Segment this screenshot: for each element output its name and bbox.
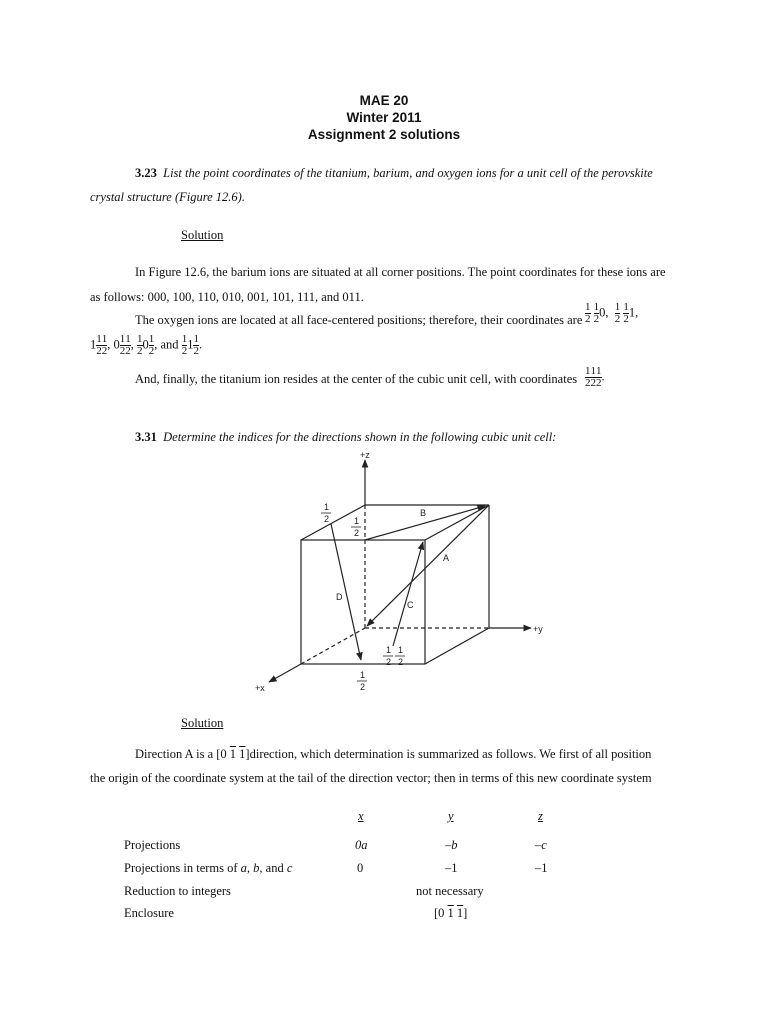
row-0-z: –c <box>535 838 547 852</box>
vector-c <box>393 542 423 646</box>
problem-3-23-question <box>135 166 653 181</box>
column-header-x: x <box>358 809 364 823</box>
half-label-den: 2 <box>386 657 392 667</box>
problem-3-31-question <box>135 430 556 445</box>
row-0-x: 0a <box>355 838 368 852</box>
row-1-z: –1 <box>535 861 548 875</box>
label-d: D <box>336 592 343 602</box>
solution-heading: Solution <box>181 228 224 242</box>
row-label-enclosure: Enclosure <box>124 906 174 920</box>
problem-number: 3.23 <box>135 166 157 180</box>
half-label-num: 1 <box>324 502 330 512</box>
plus-x-label: +x <box>255 683 265 693</box>
solution-heading-2: Solution <box>181 716 224 730</box>
row-0-y: –b <box>445 838 458 852</box>
row-1-x: 0 <box>357 861 364 875</box>
direction-index: [0 1 1] <box>216 747 250 761</box>
row-label-reduction: Reduction to integers <box>124 884 231 898</box>
question-text: Determine the indices for the directions shown in the following cubic unit cell: <box>163 430 557 444</box>
label-b: B <box>420 508 427 518</box>
row-2-merged: not necessary <box>416 884 484 898</box>
half-label-num: 1 <box>360 670 366 680</box>
half-label-num: 1 <box>386 645 392 655</box>
x-axis <box>269 664 301 682</box>
document-title: Assignment 2 solutions <box>307 127 461 142</box>
question-line-2: crystal structure (Figure 12.6). <box>90 190 245 204</box>
half-label-den: 2 <box>360 682 366 692</box>
half-label-den: 2 <box>398 657 404 667</box>
term: Winter 2011 <box>346 110 422 125</box>
cube-edge <box>425 628 489 664</box>
column-header-y: y <box>448 809 454 823</box>
label-a: A <box>443 553 450 563</box>
course-title: MAE 20 <box>359 93 409 108</box>
direction-a-line: Direction A is a [0 1 1]direction, which determination is summarized as follows. We first of all position <box>135 747 652 761</box>
column-header-z: z <box>538 809 543 823</box>
para-barium-1: In Figure 12.6, the barium ions are situated at all corner positions. The point coordinates for these ions are <box>135 265 666 279</box>
para-barium-2: as follows: 000, 100, 110, 010, 001, 101, 111, and 011. <box>90 290 364 304</box>
plus-z-label: +z <box>360 450 370 460</box>
label-c: C <box>407 600 414 610</box>
direction-a-line-2: the origin of the coordinate system at the tail of the direction vector; then in terms of this new coordinate system <box>90 771 652 785</box>
plus-y-label: +y <box>533 624 543 634</box>
half-label-den: 2 <box>354 528 360 538</box>
oxygen-coords-b: 1 $\frac{1}{2}$ $\frac{1}{2}$ , 0 $\frac{1}{2}$ $\frac{1}{2}$ , $\frac{1}{2}$ 0 $\frac{1}{2}$ , and $\frac{1}{2}$ 1 $\frac{1}{2}$ . <box>90 333 203 357</box>
row-label-projections-terms: Projections in terms of a, b, and c <box>124 861 293 875</box>
problem-number: 3.31 <box>135 430 157 444</box>
cube-edge <box>425 505 489 540</box>
row-1-y: –1 <box>445 861 458 875</box>
question-line-1: List the point coordinates of the titanium, barium, and oxygen ions for a unit cell of the perovskite <box>163 166 653 180</box>
cubic-unit-cell-figure <box>235 448 545 706</box>
vector-a <box>367 505 489 626</box>
row-label-projections: Projections <box>124 838 181 852</box>
half-label-den: 2 <box>324 514 330 524</box>
titanium-coords: $\frac{1}{2}$ $\frac{1}{2}$ $\frac{1}{2}$ . <box>585 365 605 389</box>
half-label-num: 1 <box>354 516 360 526</box>
para-oxygen-1: The oxygen ions are located at all face-centered positions; therefore, their coordinates are <box>135 313 583 327</box>
para-titanium: And, finally, the titanium ion resides at the center of the cubic unit cell, with coordinates <box>135 372 578 386</box>
oxygen-coords-a: $\frac{1}{2}$ $\frac{1}{2}$ 0, $\frac{1}{2}$ $\frac{1}{2}$ 1, <box>585 301 639 325</box>
half-label-num: 1 <box>398 645 404 655</box>
row-3-merged: [0 1 1] <box>434 906 468 920</box>
